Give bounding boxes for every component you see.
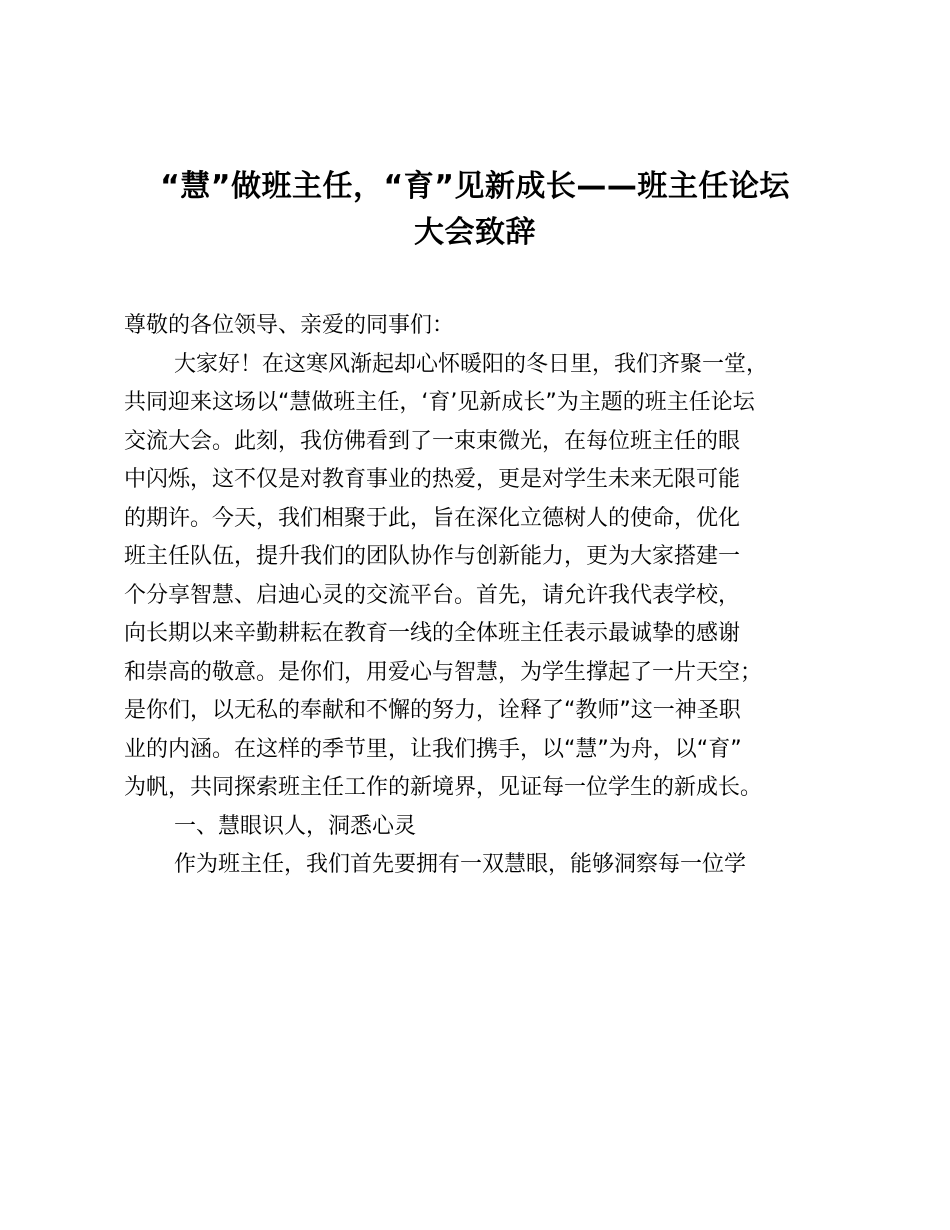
paragraph-line: 作为班主任，我们首先要拥有一双慧眼，能够洞察每一位学 bbox=[174, 852, 747, 877]
paragraph-line: 是你们，以无私的奉献和不懈的努力，诠释了“教师”这一神圣职 bbox=[124, 698, 741, 723]
section-heading-text: 一、慧眼识人，洞悉心灵 bbox=[174, 813, 417, 839]
paragraph-line: 中闪烁，这不仅是对教育事业的热爱，更是对学生未来无限可能 bbox=[124, 467, 741, 492]
paragraph-line: 和崇高的敬意。是你们，用爱心与智慧，为学生撑起了一片天空； bbox=[124, 659, 763, 685]
paragraph-line: 班主任队伍，提升我们的团队协作与创新能力，更为大家搭建一 bbox=[124, 544, 741, 569]
salutation-text: 尊敬的各位领导、亲爱的同事们： bbox=[124, 313, 455, 338]
paragraph-opening bbox=[124, 346, 864, 808]
paragraph-line: 的期许。今天，我们相聚于此，旨在深化立德树人的使命，优化 bbox=[124, 505, 741, 531]
paragraph-line: 交流大会。此刻，我仿佛看到了一束束微光，在每位班主任的眼 bbox=[124, 428, 741, 454]
section-1-paragraph bbox=[124, 846, 864, 885]
paragraph-line: 个分享智慧、启迪心灵的交流平台。首先，请允许我代表学校， bbox=[124, 582, 741, 608]
title-line-2: 大会致辞 bbox=[414, 215, 536, 250]
paragraph-line: 业的内涵。在这样的季节里，让我们携手，以“慧”为舟，以“育” bbox=[124, 736, 742, 762]
title-line-1: “慧”做班主任，“育”见新成长——班主任论坛 bbox=[160, 169, 790, 204]
paragraph-line: 向长期以来辛勤耕耘在教育一线的全体班主任表示最诚挚的感谢 bbox=[124, 621, 741, 646]
paragraph-line: 为帆，共同探索班主任工作的新境界，见证每一位学生的新成长。 bbox=[124, 775, 763, 800]
document-title bbox=[60, 164, 890, 256]
paragraph-line: 共同迎来这场以“慧做班主任，‘育’见新成长”为主题的班主任论坛 bbox=[124, 390, 755, 415]
section-1-heading bbox=[124, 808, 864, 847]
paragraph-line: 大家好！在这寒风渐起却心怀暖阳的冬日里，我们齐聚一堂， bbox=[174, 351, 769, 377]
salutation bbox=[124, 307, 864, 346]
document-body bbox=[124, 307, 864, 885]
